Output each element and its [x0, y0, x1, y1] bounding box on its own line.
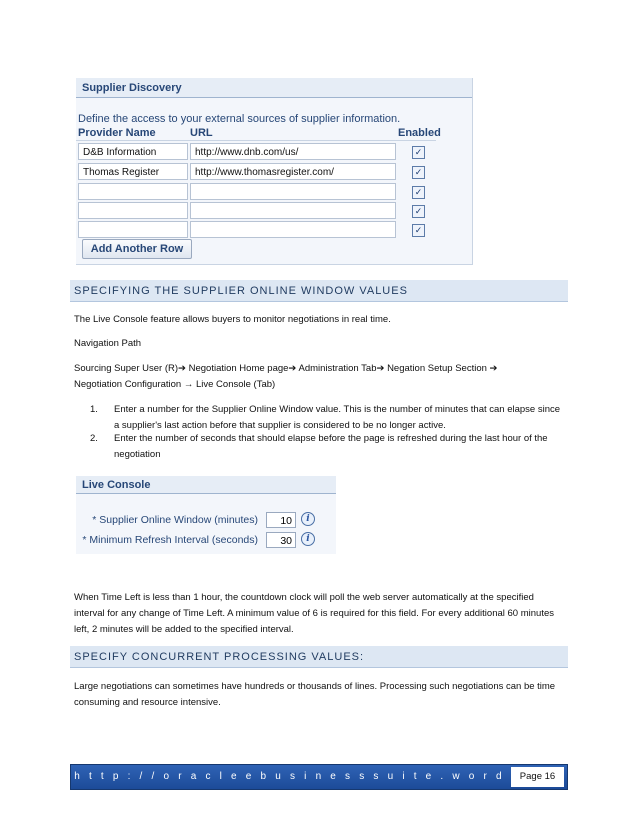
provider-input[interactable] [78, 221, 188, 238]
url-input[interactable]: http://www.thomasregister.com/ [190, 163, 396, 180]
concurrent-processing-paragraph: Large negotiations can sometimes have hundreds or thousands of lines. Processing such negotiations can be time consuming and resource intensive. [74, 681, 556, 708]
url-input[interactable] [190, 221, 396, 238]
minimum-refresh-interval-label: * Minimum Refresh Interval (seconds) [82, 534, 258, 546]
list-text: Enter a number for the Supplier Online Window value. This is the number of minutes that can elapse since a supplier's last action before that supplier is considered to be no longer active. [114, 404, 561, 431]
navigation-path-label: Navigation Path [74, 338, 142, 349]
provider-input[interactable]: Thomas Register [78, 163, 188, 180]
enabled-checkbox[interactable]: ✓ [412, 146, 425, 159]
enabled-checkbox[interactable]: ✓ [412, 224, 425, 237]
live-console-panel [76, 476, 336, 554]
url-input[interactable] [190, 202, 396, 219]
column-header-enabled: Enabled [398, 127, 441, 139]
url-input[interactable] [190, 183, 396, 200]
section-header-concurrent-processing: SPECIFY CONCURRENT PROCESSING VALUES: [70, 646, 568, 668]
supplier-discovery-title: Supplier Discovery [76, 78, 472, 98]
page-number: Page 16 [511, 767, 564, 787]
live-console-title: Live Console [76, 476, 336, 494]
supplier-discovery-panel [76, 78, 473, 265]
column-header-provider: Provider Name [78, 127, 156, 139]
provider-input[interactable] [78, 183, 188, 200]
section-header-online-window: SPECIFYING THE SUPPLIER ONLINE WINDOW VALUES [70, 280, 568, 302]
url-input[interactable]: http://www.dnb.com/us/ [190, 143, 396, 160]
time-left-paragraph: When Time Left is less than 1 hour, the countdown clock will poll the web server automatically at the specified interval for any change of Time Left. A minimum value of 6 is required for this field. For every additional 60 minutes left, 2 minutes will be added to the specified interval. [74, 592, 554, 635]
supplier-online-window-label: * Supplier Online Window (minutes) [92, 514, 258, 526]
column-header-url: URL [190, 127, 213, 139]
live-console-intro: The Live Console feature allows buyers to monitor negotiations in real time. [74, 314, 391, 325]
enabled-checkbox[interactable]: ✓ [412, 205, 425, 218]
info-icon[interactable]: i [301, 532, 315, 546]
enabled-checkbox[interactable]: ✓ [412, 186, 425, 199]
enabled-checkbox[interactable]: ✓ [412, 166, 425, 179]
list-text: Enter the number of seconds that should elapse before the page is refreshed during the last hour of the negotiation [114, 433, 548, 460]
info-icon[interactable]: i [301, 512, 315, 526]
navigation-path-line1: Sourcing Super User (R)➔ Negotiation Home page➔ Administration Tab➔ Negation Setup Section ➔ [74, 363, 498, 374]
header-divider [76, 140, 436, 141]
minimum-refresh-interval-input[interactable]: 30 [266, 532, 296, 548]
page-footer [70, 764, 568, 806]
list-number: 2. [90, 433, 98, 444]
navigation-path-line2: Negotiation Configuration → Live Console (Tab) [74, 379, 276, 390]
add-another-row-button[interactable]: Add Another Row [82, 239, 192, 259]
provider-input[interactable] [78, 202, 188, 219]
supplier-online-window-input[interactable]: 10 [266, 512, 296, 528]
provider-input[interactable]: D&B Information [78, 143, 188, 160]
list-number: 1. [90, 404, 98, 415]
footer-url[interactable]: h t t p : / / o r a c l e e b u s i n e s s s u i t e . w o r d p r e s s . c o m / [74, 771, 505, 806]
supplier-discovery-description: Define the access to your external sources of supplier information. [78, 113, 401, 125]
